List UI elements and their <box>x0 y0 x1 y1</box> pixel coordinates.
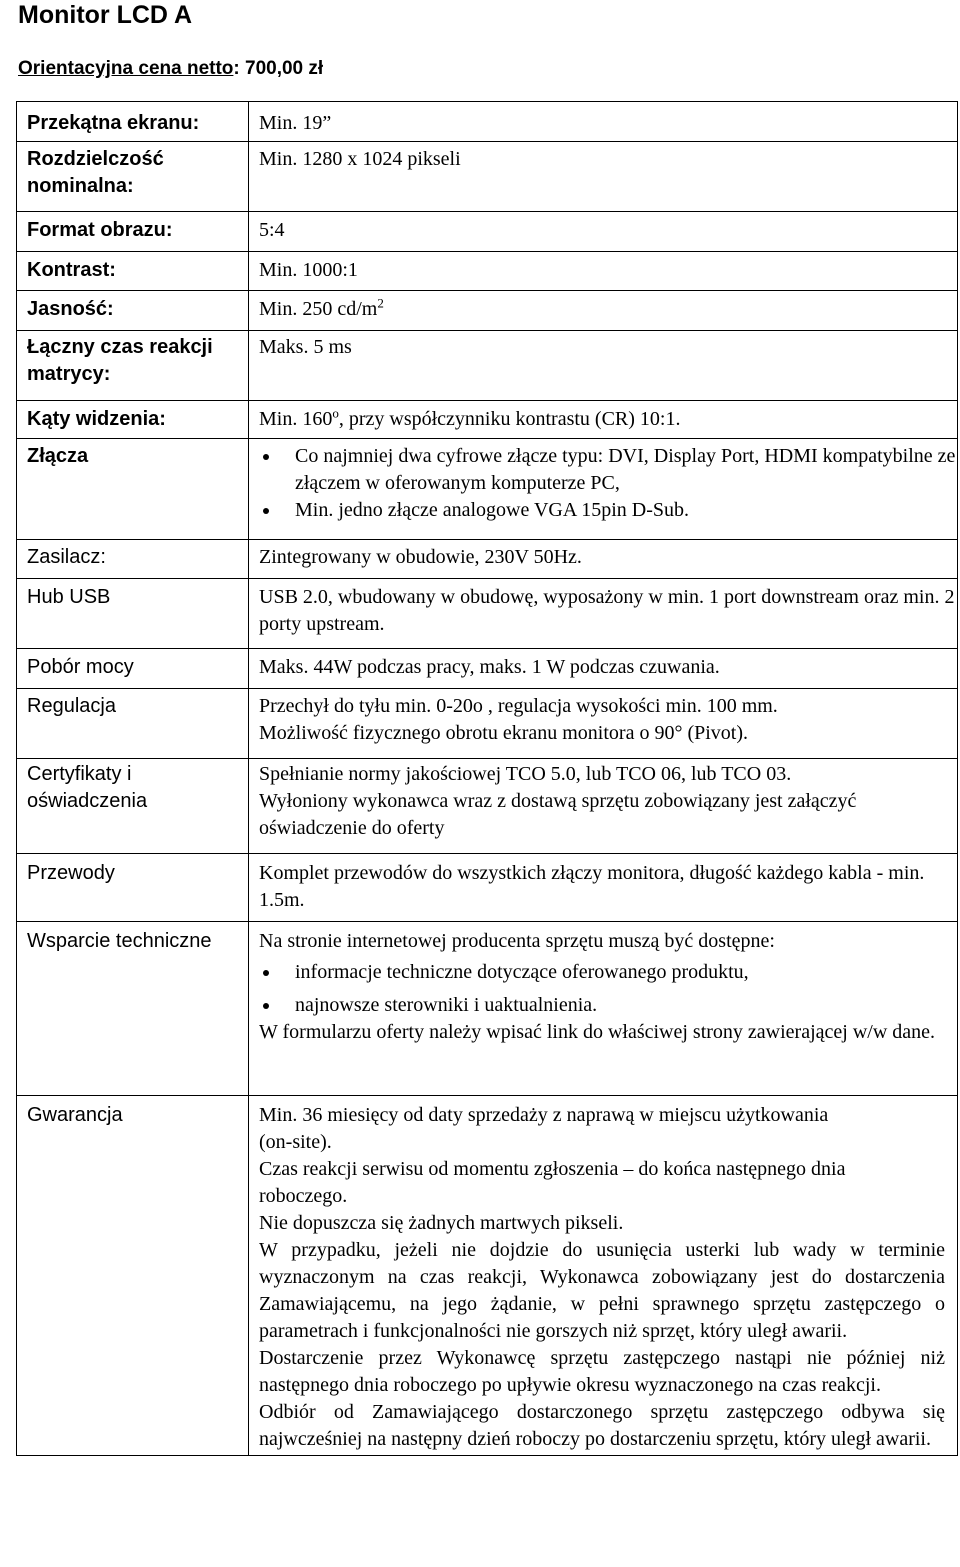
row-value: Min. 19” <box>249 102 958 142</box>
row-value <box>249 759 958 854</box>
row-label: Łączny czas reakcji matrycy: <box>17 331 249 401</box>
row-value <box>249 689 958 759</box>
row-label: Certyfikaty i oświadczenia <box>17 759 249 854</box>
table-row <box>17 252 958 291</box>
support-list <box>249 959 957 1019</box>
table-row <box>17 1096 958 1456</box>
table-row <box>17 331 958 401</box>
row-value <box>249 922 958 1096</box>
row-value: Maks. 5 ms <box>249 331 958 401</box>
list-item-text: najnowsze sterowniki i uaktualnienia. <box>295 994 598 1016</box>
row-line: Wyłoniony wykonawca wraz z dostawą sprzętu zobowiązany jest załączyć oświadczenie do oferty <box>259 790 857 839</box>
row-line: Nie dopuszcza się żadnych martwych pikseli. <box>259 1212 624 1234</box>
table-row <box>17 102 958 142</box>
row-label: Kąty widzenia: <box>17 401 249 439</box>
row-line: Min. 36 miesięcy od daty sprzedaży z naprawą w miejscu użytkowania (on-site). <box>259 1104 829 1153</box>
brightness-sup: 2 <box>377 295 384 311</box>
table-row <box>17 854 958 922</box>
degree-sup: o <box>332 405 339 421</box>
connector-list <box>249 443 957 524</box>
price-line <box>18 56 323 82</box>
row-value: Min. 1280 x 1024 pikseli <box>249 142 958 212</box>
bullet-icon <box>263 454 269 460</box>
row-value: USB 2.0, wbudowany w obudowę, wyposażony w min. 1 port downstream oraz min. 2 porty upstream. <box>249 579 958 649</box>
list-item <box>249 959 957 986</box>
row-line: Odbiór od Zamawiającego dostarczonego sprzętu zastępczego odbywa się najwcześniej na następny dzień roboczy po dostarczeniu sprzętu, który uległ awarii. <box>259 1401 945 1450</box>
angle-suffix: , przy współczynniku kontrastu (CR) 10:1. <box>338 408 681 430</box>
angle-value: Min. 160 <box>259 408 333 430</box>
row-line: W formularzu oferty należy wpisać link do właściwej strony zawierającej w/w dane. <box>259 1021 936 1043</box>
row-value: Zintegrowany w obudowie, 230V 50Hz. <box>249 540 958 579</box>
table-row <box>17 922 958 1096</box>
spec-table <box>16 101 958 1456</box>
table-row <box>17 649 958 689</box>
brightness-value: Min. 250 cd/m <box>259 298 378 320</box>
row-label: Zasilacz: <box>17 540 249 579</box>
bullet-icon <box>263 508 269 514</box>
bullet-icon <box>263 970 269 976</box>
row-value: 5:4 <box>249 212 958 252</box>
table-row <box>17 401 958 439</box>
table-row <box>17 212 958 252</box>
row-value <box>249 1096 958 1456</box>
table-row <box>17 142 958 212</box>
table-row <box>17 759 958 854</box>
row-label: Rozdzielczość nominalna: <box>17 142 249 212</box>
table-row <box>17 579 958 649</box>
row-value <box>249 439 958 540</box>
price-label: Orientacyjna cena netto <box>18 58 234 79</box>
row-line: Przechył do tyłu min. 0-20o , regulacja wysokości min. 100 mm. <box>259 695 778 717</box>
row-label: Kontrast: <box>17 252 249 291</box>
row-value: Min. 1000:1 <box>249 252 958 291</box>
table-row <box>17 540 958 579</box>
row-value <box>249 401 958 439</box>
row-label: Przekątna ekranu: <box>17 102 249 142</box>
list-item-text: Min. jedno złącze analogowe VGA 15pin D-Sub. <box>295 499 689 521</box>
bullet-icon <box>263 1003 269 1009</box>
row-line: Możliwość fizycznego obrotu ekranu monitora o 90° (Pivot). <box>259 722 748 744</box>
row-value <box>249 291 958 331</box>
row-value: Komplet przewodów do wszystkich złączy monitora, długość każdego kabla - min. 1.5m. <box>249 854 958 922</box>
row-value: Maks. 44W podczas pracy, maks. 1 W podczas czuwania. <box>249 649 958 689</box>
list-item <box>249 992 957 1019</box>
row-label: Hub USB <box>17 579 249 649</box>
page-title: Monitor LCD A <box>18 1 193 29</box>
table-row <box>17 689 958 759</box>
list-item-text: Co najmniej dwa cyfrowe złącze typu: DVI, Display Port, HDMI kompatybilne ze złączem w oferowanym komputerze PC, <box>295 445 956 494</box>
row-label: Gwarancja <box>17 1096 249 1456</box>
row-label: Pobór mocy <box>17 649 249 689</box>
row-line: Dostarczenie przez Wykonawcę sprzętu zastępczego nastąpi nie później niż następnego dnia roboczego po upływie okresu wyznaczonego na czas reakcji. <box>259 1347 945 1396</box>
row-label: Regulacja <box>17 689 249 759</box>
price-value: : 700,00 zł <box>233 58 324 79</box>
row-line: Na stronie internetowej producenta sprzętu muszą być dostępne: <box>259 930 775 952</box>
table-row <box>17 291 958 331</box>
row-label: Jasność: <box>17 291 249 331</box>
row-label: Wsparcie techniczne <box>17 922 249 1096</box>
table-row <box>17 439 958 540</box>
row-line: W przypadku, jeżeli nie dojdzie do usunięcia usterki lub wady w terminie wyznaczonym na czas reakcji, Wykonawca zobowiązany jest do dostarczenia Zamawiającemu, na jego żądanie, w pełni sprawnego sprzętu zastępczego o parametrach i funkcjonalności nie gorszych niż sprzęt, który uległ awarii. <box>259 1239 945 1342</box>
row-label: Format obrazu: <box>17 212 249 252</box>
row-label: Złącza <box>17 439 249 540</box>
list-item <box>249 497 957 524</box>
row-line: Czas reakcji serwisu od momentu zgłoszenia – do końca następnego dnia roboczego. <box>259 1158 846 1207</box>
list-item-text: informacje techniczne dotyczące oferowanego produktu, <box>295 961 749 983</box>
list-item <box>249 443 957 497</box>
row-label: Przewody <box>17 854 249 922</box>
row-line: Spełnianie normy jakościowej TCO 5.0, lub TCO 06, lub TCO 03. <box>259 763 792 785</box>
